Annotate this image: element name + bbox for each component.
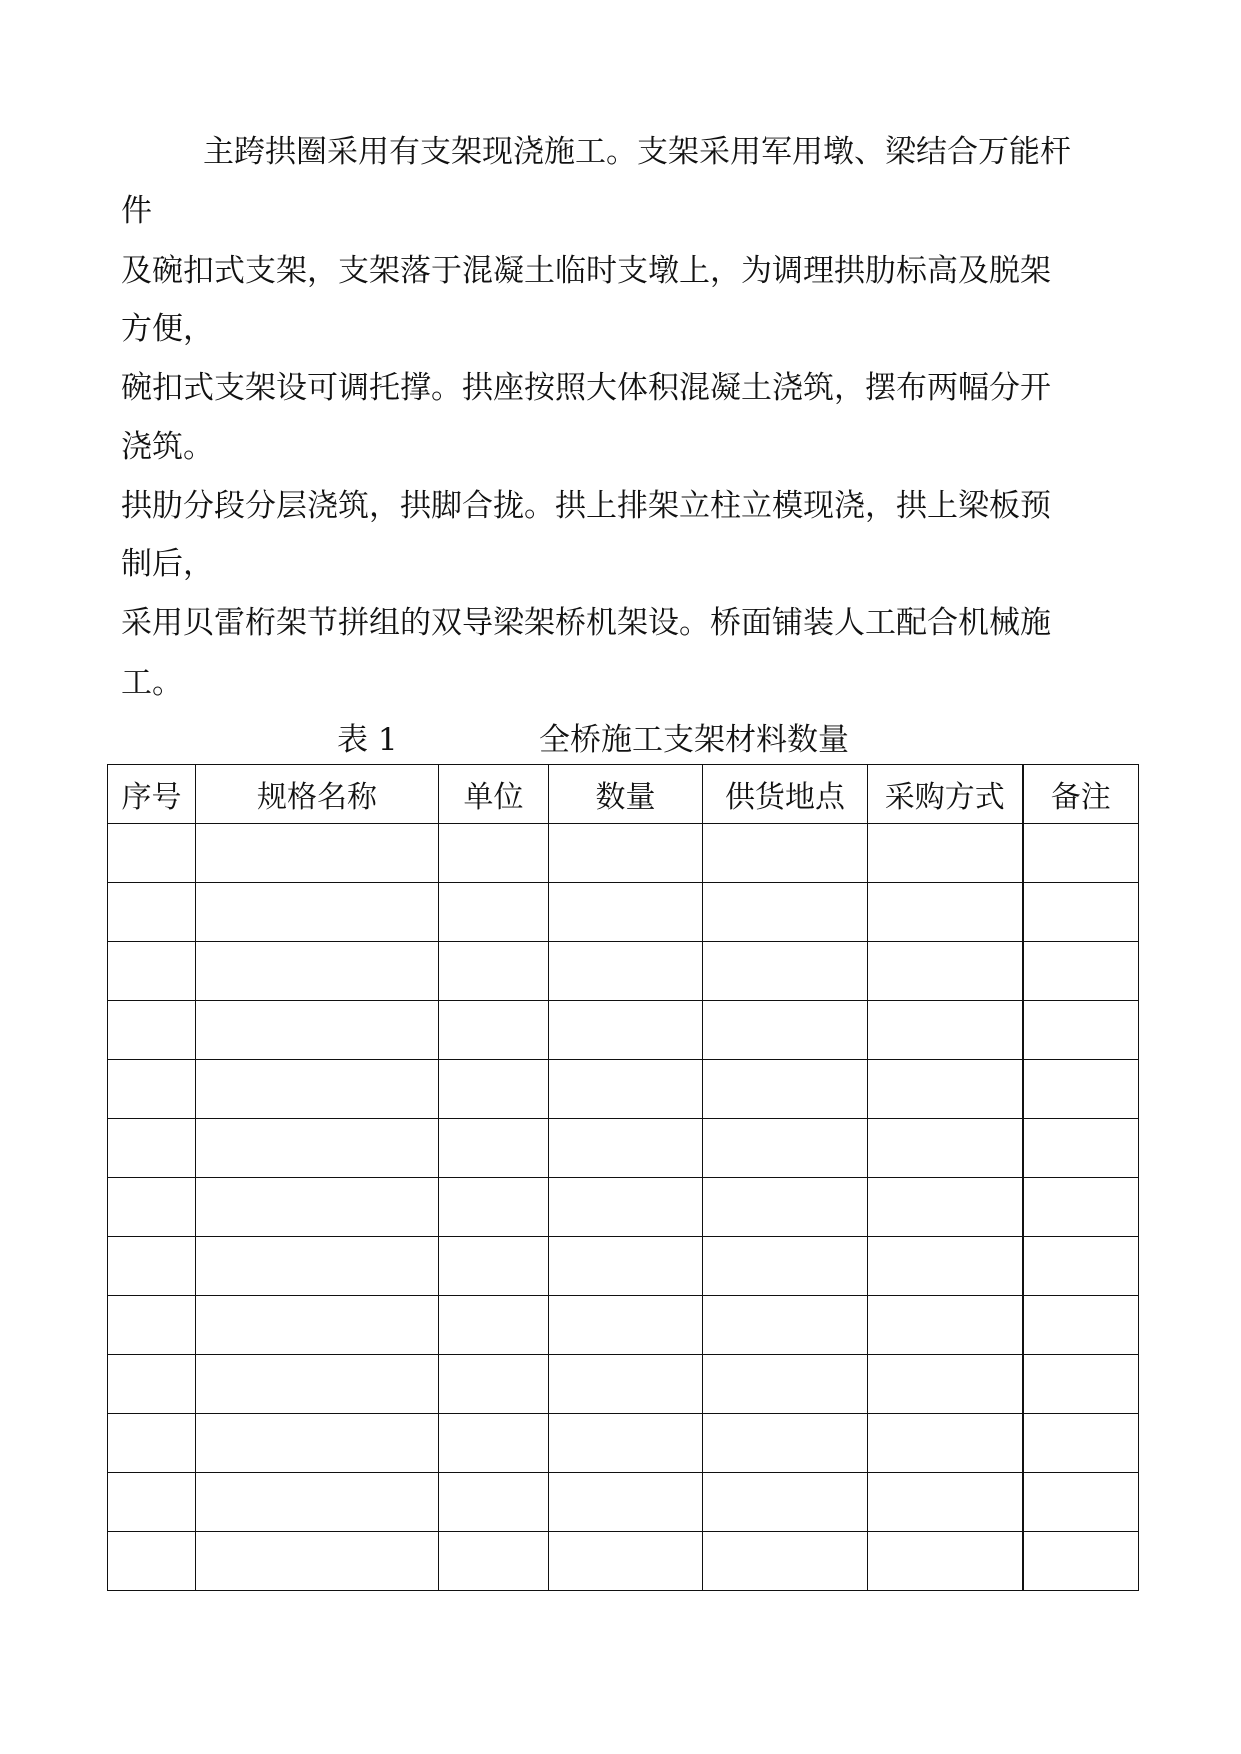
table-cell [703, 1414, 868, 1473]
table-cell [868, 1473, 1023, 1532]
table-cell [868, 1237, 1023, 1296]
table-cell [549, 1355, 703, 1414]
table-cell [1023, 883, 1139, 942]
table-cell [703, 1119, 868, 1178]
table-cell [549, 942, 703, 1001]
table-cell [868, 1414, 1023, 1473]
table-cell [196, 1473, 439, 1532]
table-cell [439, 1532, 549, 1591]
table-cell [1023, 824, 1139, 883]
header-cell-spec-name: 规格名称 [196, 765, 439, 824]
table-cell [439, 1296, 549, 1355]
header-cell-remarks: 备注 [1023, 765, 1139, 824]
table-row [108, 1060, 1139, 1119]
table-cell [703, 1001, 868, 1060]
table-cell [868, 824, 1023, 883]
table-row [108, 1473, 1139, 1532]
table-cell [196, 1001, 439, 1060]
table-row [108, 1296, 1139, 1355]
table-cell [439, 1355, 549, 1414]
table-cell [108, 1355, 196, 1414]
table-cell [868, 1060, 1023, 1119]
table-row [108, 1414, 1139, 1473]
paragraph-line: 方便， [121, 311, 214, 347]
table-cell [549, 883, 703, 942]
paragraph-line: 浇筑。 [121, 429, 214, 465]
table-cell [1023, 942, 1139, 1001]
table-cell [703, 1532, 868, 1591]
table-cell [439, 1119, 549, 1178]
paragraph-line: 拱肋分段分层浇筑，拱脚合拢。拱上排架立柱立模现浇，拱上梁板预 [121, 488, 1051, 524]
table-row [108, 1119, 1139, 1178]
table-cell [196, 1060, 439, 1119]
table-cell [703, 1355, 868, 1414]
table-cell [196, 1296, 439, 1355]
table-cell [439, 883, 549, 942]
table-cell [196, 824, 439, 883]
paragraph-line: 工。 [121, 665, 183, 701]
table-cell [1023, 1414, 1139, 1473]
table-cell [868, 1355, 1023, 1414]
table-cell [549, 1296, 703, 1355]
table-cell [439, 1001, 549, 1060]
table-row [108, 883, 1139, 942]
table-cell [868, 1532, 1023, 1591]
table-cell [868, 1119, 1023, 1178]
table-cell [868, 1001, 1023, 1060]
table-cell [1023, 1296, 1139, 1355]
table-cell [196, 1532, 439, 1591]
table-cell [549, 1414, 703, 1473]
table-cell [439, 1178, 549, 1237]
materials-table [107, 764, 1139, 1591]
table-cell [439, 1414, 549, 1473]
table-row [108, 824, 1139, 883]
table-cell [108, 1473, 196, 1532]
table-cell [196, 1355, 439, 1414]
paragraph-line: 及碗扣式支架，支架落于混凝土临时支墩上，为调理拱肋标高及脱架 [121, 253, 1051, 289]
header-cell-unit: 单位 [439, 765, 549, 824]
table-cell [703, 883, 868, 942]
paragraph-line: 采用贝雷桁架节拼组的双导梁架桥机架设。桥面铺装人工配合机械施 [121, 605, 1051, 641]
table-caption-number: 表 1 [337, 722, 398, 758]
header-cell-quantity: 数量 [549, 765, 703, 824]
table-cell [439, 824, 549, 883]
table-row [108, 1532, 1139, 1591]
table-cell [868, 1178, 1023, 1237]
table-cell [108, 1001, 196, 1060]
table-cell [549, 1237, 703, 1296]
table-cell [1023, 1119, 1139, 1178]
table-cell [439, 1473, 549, 1532]
paragraph-line: 主跨拱圈采用有支架现浇施工。支架采用军用墩、梁结合万能杆 [203, 134, 1071, 170]
table-cell [108, 1414, 196, 1473]
table-row [108, 1355, 1139, 1414]
table-cell [439, 942, 549, 1001]
table-cell [703, 942, 868, 1001]
table-caption-title: 全桥施工支架材料数量 [539, 722, 849, 758]
header-cell-supply-location: 供货地点 [703, 765, 868, 824]
table-cell [108, 942, 196, 1001]
table-cell [196, 1178, 439, 1237]
header-cell-index: 序号 [108, 765, 196, 824]
table-cell [108, 1119, 196, 1178]
table-cell [703, 1296, 868, 1355]
table-cell [549, 1060, 703, 1119]
table-cell [703, 824, 868, 883]
header-cell-procurement-method: 采购方式 [868, 765, 1023, 824]
table-row [108, 1001, 1139, 1060]
table-cell [868, 883, 1023, 942]
table-cell [703, 1473, 868, 1532]
table-cell [196, 942, 439, 1001]
table-cell [439, 1060, 549, 1119]
table-cell [108, 883, 196, 942]
table-cell [108, 1237, 196, 1296]
table-cell [108, 1178, 196, 1237]
table-body [108, 824, 1139, 1591]
table-cell [549, 1001, 703, 1060]
table-cell [108, 824, 196, 883]
table-row [108, 1237, 1139, 1296]
table-cell [1023, 1473, 1139, 1532]
table-cell [108, 1296, 196, 1355]
table-cell [1023, 1532, 1139, 1591]
table-row [108, 942, 1139, 1001]
table-cell [196, 883, 439, 942]
table-cell [108, 1532, 196, 1591]
table-cell [1023, 1355, 1139, 1414]
table-cell [1023, 1001, 1139, 1060]
table-cell [439, 1237, 549, 1296]
paragraph-line: 制后， [121, 546, 214, 582]
table-cell [549, 1473, 703, 1532]
table-cell [196, 1237, 439, 1296]
table-cell [703, 1237, 868, 1296]
paragraph-line: 件 [121, 193, 152, 229]
table-cell [549, 1119, 703, 1178]
table-cell [868, 1296, 1023, 1355]
table-header-row [108, 765, 1139, 824]
table-cell [868, 942, 1023, 1001]
table-cell [549, 1178, 703, 1237]
table-cell [703, 1178, 868, 1237]
table-row [108, 1178, 1139, 1237]
table-cell [1023, 1178, 1139, 1237]
table-cell [549, 824, 703, 883]
table-cell [1023, 1237, 1139, 1296]
table-cell [1023, 1060, 1139, 1119]
table-cell [549, 1532, 703, 1591]
table-cell [703, 1060, 868, 1119]
paragraph-line: 碗扣式支架设可调托撑。拱座按照大体积混凝土浇筑，摆布两幅分开 [121, 370, 1051, 406]
table-cell [196, 1119, 439, 1178]
table-cell [108, 1060, 196, 1119]
table-cell [196, 1414, 439, 1473]
